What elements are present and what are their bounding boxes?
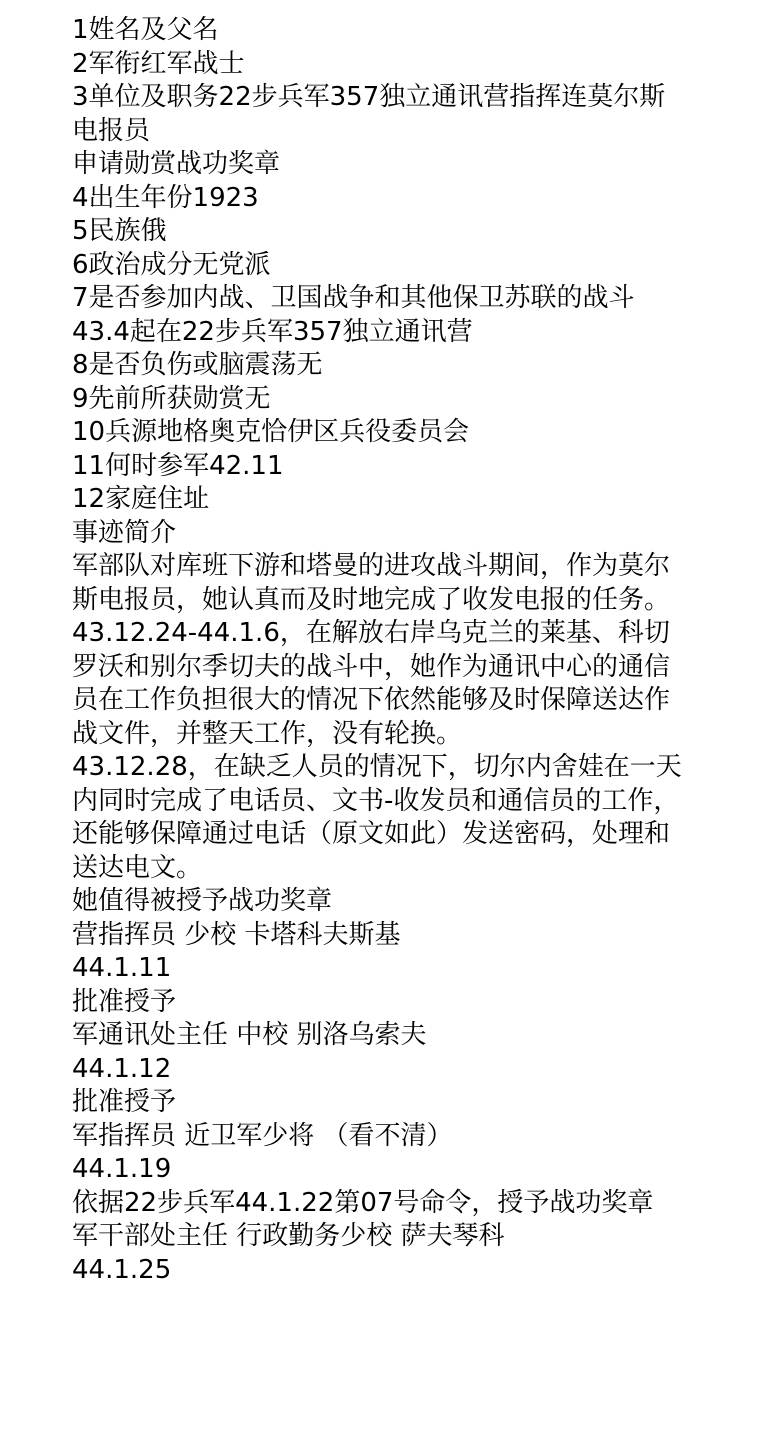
document-line: 申请勋赏战功奖章	[72, 149, 281, 179]
document-line: 批准授予	[72, 1087, 177, 1117]
document-line: 43.12.24-44.1.6，在解放右岸乌克兰的莱基、科切罗沃和别尔季切夫的战斗中，她作为通讯中心的通信员在工作负担很大的情况下依然能够及时保障送达作战文件，并整天工作，没有轮换。	[72, 618, 671, 749]
document-line: 营指挥员 少校 卡塔科夫斯基	[72, 919, 401, 950]
document-line: 军指挥员 近卫军少将 （看不清）	[72, 1120, 453, 1151]
document-line: 军干部处主任 行政勤务少校 萨夫琴科	[72, 1221, 505, 1251]
document-line: 44.1.25	[72, 1254, 172, 1285]
document-line: 她值得被授予战功奖章	[72, 886, 333, 916]
document-text-body	[72, 14, 691, 1287]
document-line: 43.12.28，在缺乏人员的情况下，切尔内舍娃在一天内同时完成了电话员、文书-收发员和通信员的工作，还能够保障通过电话（原文如此）发送密码，处理和送达电文。	[72, 752, 682, 883]
document-line: 10兵源地格奥克恰伊区兵役委员会	[72, 417, 470, 447]
document-line: 4出生年份1923	[72, 182, 259, 213]
document-line: 11何时参军42.11	[72, 450, 284, 481]
document-line: 军通讯处主任 中校 别洛乌索夫	[72, 1020, 427, 1050]
document-line: 事迹简介	[72, 517, 177, 548]
document-line: 3单位及职务22步兵军357独立通讯营指挥连莫尔斯电报员	[72, 82, 666, 146]
document-line: 8是否负伤或脑震荡无	[72, 350, 323, 380]
document-line: 44.1.19	[72, 1154, 172, 1184]
document-line: 5民族俄	[72, 216, 167, 246]
document-line: 2军衔红军战士	[72, 48, 245, 79]
document-line: 9先前所获勋赏无	[72, 383, 271, 414]
document-line: 12家庭住址	[72, 484, 210, 514]
document-line: 军部队对库班下游和塔曼的进攻战斗期间，作为莫尔斯电报员，她认真而及时地完成了收发电报的任务。	[72, 551, 671, 615]
document-line: 44.1.11	[72, 953, 172, 983]
document-line: 批准授予	[72, 986, 177, 1017]
document-line: 44.1.12	[72, 1053, 172, 1084]
document-line: 1姓名及父名	[72, 15, 219, 45]
document-line: 6政治成分无党派	[72, 249, 271, 280]
document-line: 7是否参加内战、卫国战争和其他保卫苏联的战斗43.4起在22步兵军357独立通讯营	[72, 283, 635, 347]
document-line: 依据22步兵军44.1.22第07号命令，授予战功奖章	[72, 1187, 654, 1218]
